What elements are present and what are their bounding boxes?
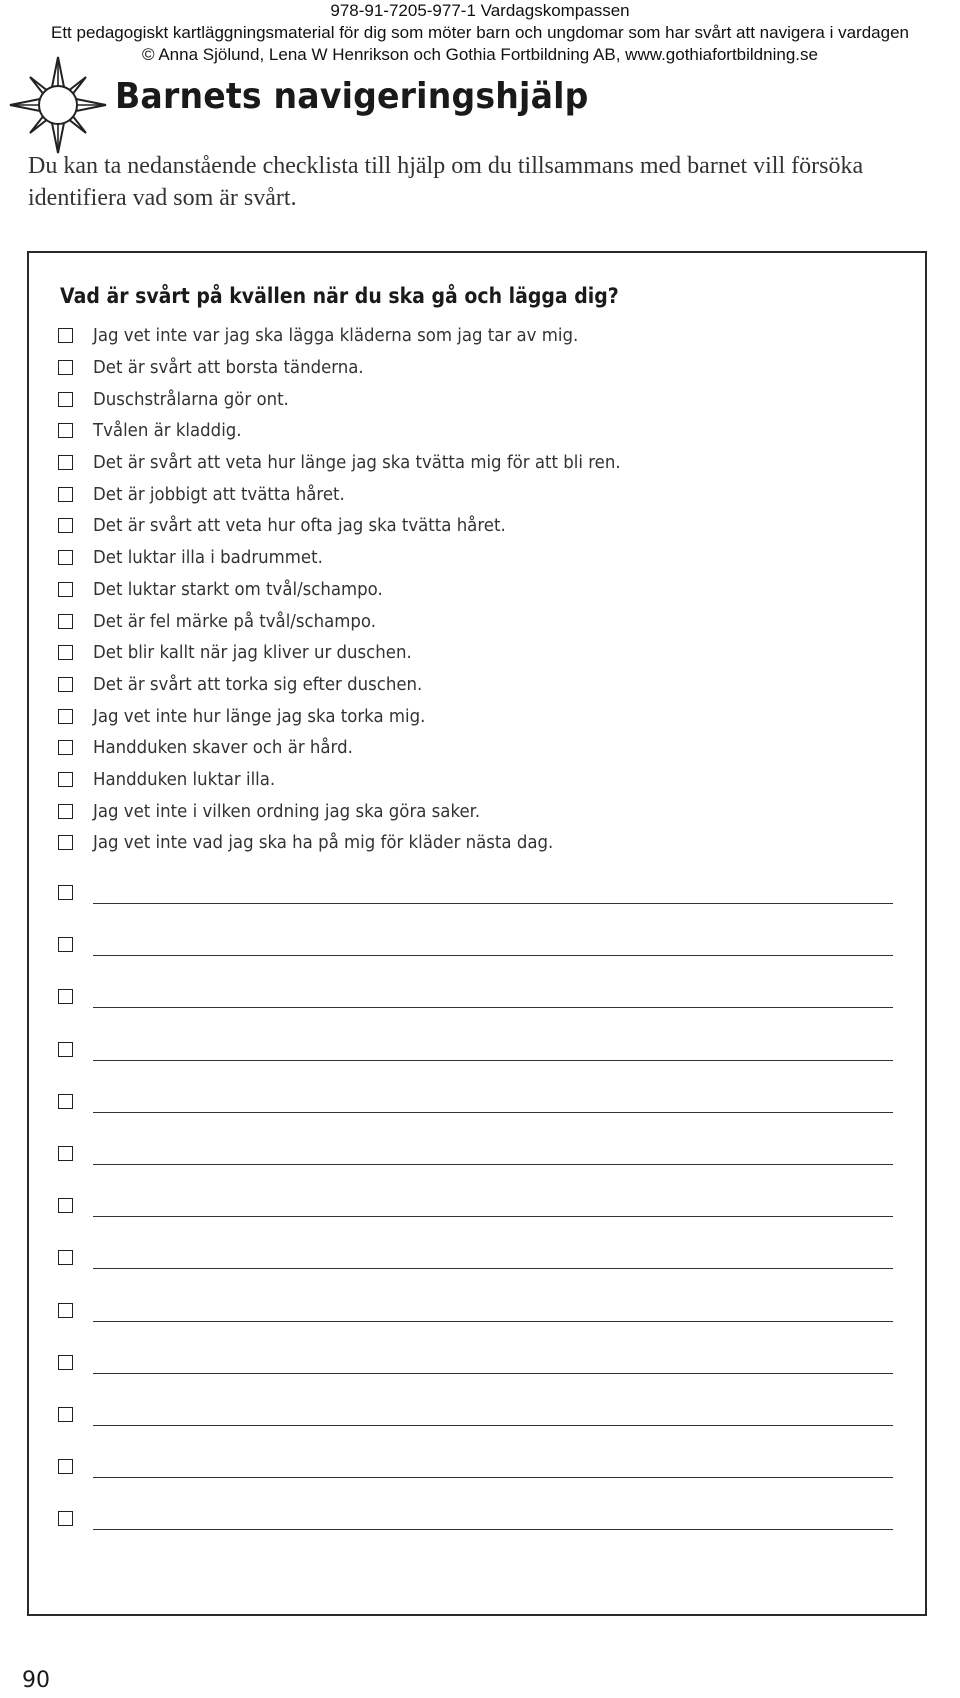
checkbox[interactable] (58, 1303, 73, 1318)
checklist-item-label: Jag vet inte hur länge jag ska torka mig. (93, 705, 426, 727)
blank-entry (58, 1143, 893, 1195)
blank-entry (58, 1404, 893, 1456)
checkbox[interactable] (58, 740, 73, 755)
blank-entry (58, 986, 893, 1038)
checklist-item (58, 605, 667, 637)
checklist-item (58, 510, 667, 542)
write-in-line[interactable] (93, 903, 893, 904)
checklist-item (58, 320, 667, 352)
checkbox[interactable] (58, 487, 73, 502)
checklist-item-label: Det luktar illa i badrummet. (93, 547, 323, 569)
checklist-question: Vad är svårt på kvällen när du ska gå och lägga dig? (60, 284, 619, 308)
checkbox[interactable] (58, 1094, 73, 1109)
write-in-line[interactable] (93, 955, 893, 956)
checklist-item-label: Det luktar starkt om tvål/schampo. (93, 578, 383, 600)
isbn-line: 978-91-7205-977-1 Vardagskompassen (330, 1, 630, 20)
checklist-item-label: Jag vet inte i vilken ordning jag ska göra saker. (93, 800, 481, 822)
blank-entry (58, 882, 893, 934)
checklist-item (58, 669, 667, 701)
page-header (0, 0, 960, 66)
subtitle-line: Ett pedagogiskt kartläggningsmaterial för dig som möter barn och ungdomar som har svårt att navigera i vardagen (50, 23, 909, 42)
checklist-item (58, 383, 667, 415)
checkbox[interactable] (58, 937, 73, 952)
write-in-line[interactable] (93, 1216, 893, 1217)
blank-entry (58, 1247, 893, 1299)
checklist-item-label: Duschstrålarna gör ont. (93, 388, 289, 410)
checkbox[interactable] (58, 804, 73, 819)
checklist-item (58, 827, 667, 859)
checkbox[interactable] (58, 455, 73, 470)
blank-entry (58, 1091, 893, 1143)
write-in-line[interactable] (93, 1529, 893, 1530)
checklist-item-label: Handduken skaver och är hård. (93, 737, 353, 759)
checkbox[interactable] (58, 1459, 73, 1474)
blank-entry (58, 1195, 893, 1247)
checklist-item (58, 447, 667, 479)
checkbox[interactable] (58, 1511, 73, 1526)
checklist-items (58, 320, 667, 859)
blank-entries (58, 882, 893, 1560)
checkbox[interactable] (58, 645, 73, 660)
blank-entry (58, 934, 893, 986)
checklist-item-label: Det är svårt att borsta tänderna. (93, 357, 364, 379)
checklist-item-label: Det blir kallt när jag kliver ur duschen. (93, 642, 412, 664)
checkbox[interactable] (58, 709, 73, 724)
checkbox[interactable] (58, 835, 73, 850)
checkbox[interactable] (58, 582, 73, 597)
blank-entry (58, 1508, 893, 1560)
checkbox[interactable] (58, 1407, 73, 1422)
checklist-item (58, 542, 667, 574)
write-in-line[interactable] (93, 1164, 893, 1165)
checkbox[interactable] (58, 328, 73, 343)
checkbox[interactable] (58, 392, 73, 407)
checklist-item (58, 637, 667, 669)
checklist-item (58, 415, 667, 447)
checklist-item-label: Jag vet inte var jag ska lägga kläderna som jag tar av mig. (93, 325, 579, 347)
checklist-item-label: Det är svårt att veta hur ofta jag ska tvätta håret. (93, 515, 506, 537)
blank-entry (58, 1039, 893, 1091)
checkbox[interactable] (58, 518, 73, 533)
write-in-line[interactable] (93, 1060, 893, 1061)
write-in-line[interactable] (93, 1268, 893, 1269)
write-in-line[interactable] (93, 1112, 893, 1113)
checkbox[interactable] (58, 677, 73, 692)
checkbox[interactable] (58, 1146, 73, 1161)
checklist-item-label: Det är svårt att veta hur länge jag ska tvätta mig för att bli ren. (93, 452, 621, 474)
checklist-item (58, 478, 667, 510)
checkbox[interactable] (58, 360, 73, 375)
checkbox[interactable] (58, 1250, 73, 1265)
checklist-item-label: Det är svårt att torka sig efter duschen. (93, 673, 423, 695)
checkbox[interactable] (58, 1042, 73, 1057)
checklist-item-label: Handduken luktar illa. (93, 768, 276, 790)
checklist-item-label: Det är jobbigt att tvätta håret. (93, 483, 345, 505)
write-in-line[interactable] (93, 1425, 893, 1426)
checkbox[interactable] (58, 885, 73, 900)
blank-entry (58, 1352, 893, 1404)
page-title: Barnets navigeringshjälp (115, 76, 589, 117)
checkbox[interactable] (58, 614, 73, 629)
checklist-item (58, 574, 667, 606)
blank-entry (58, 1456, 893, 1508)
checklist-item (58, 352, 667, 384)
checklist-item (58, 795, 667, 827)
write-in-line[interactable] (93, 1477, 893, 1478)
checkbox[interactable] (58, 1355, 73, 1370)
page-number: 90 (22, 1668, 50, 1693)
checklist-item (58, 764, 667, 796)
compass-star-icon (8, 55, 108, 155)
checkbox[interactable] (58, 550, 73, 565)
checkbox[interactable] (58, 423, 73, 438)
checklist-item (58, 732, 667, 764)
write-in-line[interactable] (93, 1007, 893, 1008)
blank-entry (58, 1300, 893, 1352)
write-in-line[interactable] (93, 1373, 893, 1374)
checklist-item-label: Det är fel märke på tvål/schampo. (93, 610, 377, 632)
checkbox[interactable] (58, 772, 73, 787)
checkbox[interactable] (58, 989, 73, 1004)
checkbox[interactable] (58, 1198, 73, 1213)
checklist-item (58, 700, 667, 732)
checklist-item-label: Jag vet inte vad jag ska ha på mig för kläder nästa dag. (93, 832, 554, 854)
write-in-line[interactable] (93, 1321, 893, 1322)
checklist-item-label: Tvålen är kladdig. (93, 420, 242, 442)
intro-text: Du kan ta nedanstående checklista till hjälp om du tillsammans med barnet vill försöka identifiera vad som är svårt. (28, 153, 864, 211)
copyright-line: © Anna Sjölund, Lena W Henrikson och Gothia Fortbildning AB, www.gothiafortbildning.se (142, 45, 818, 64)
